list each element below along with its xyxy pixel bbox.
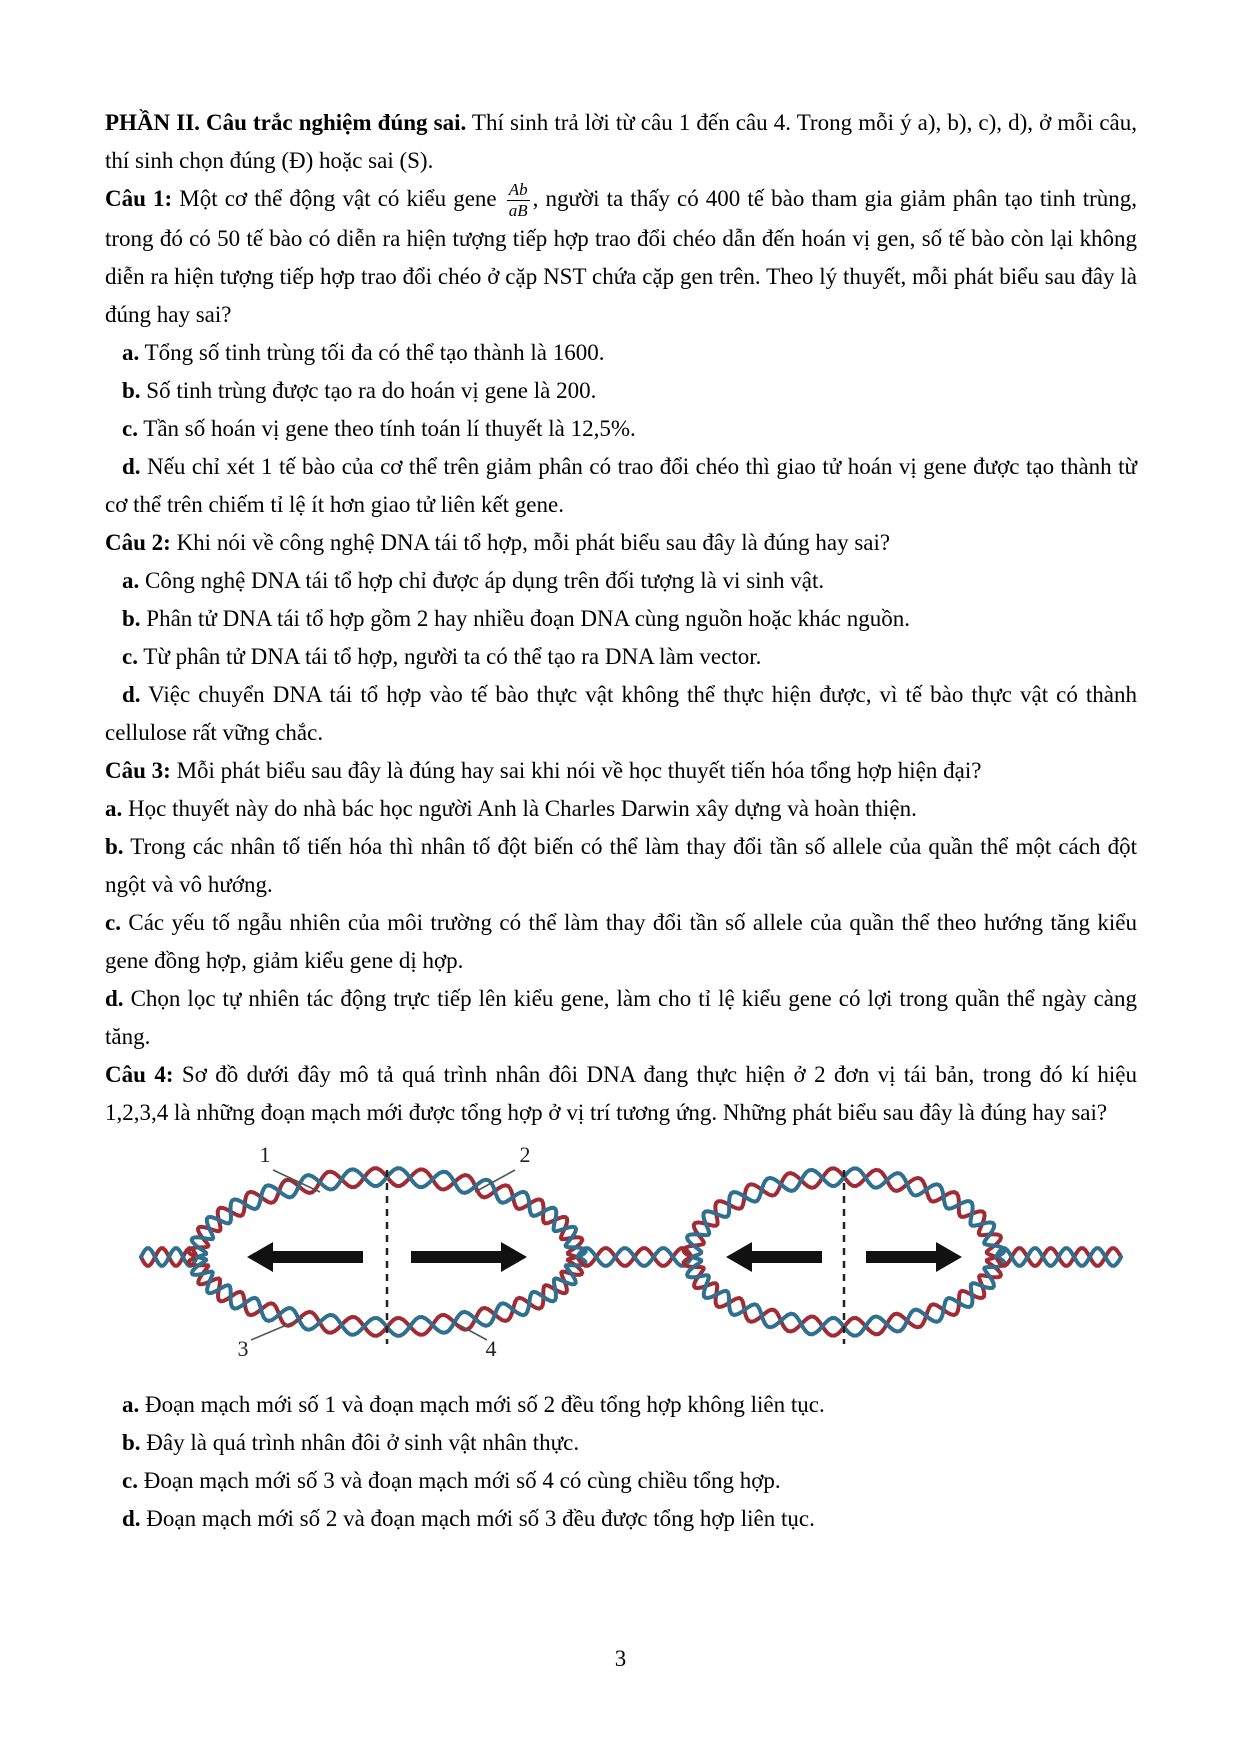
q2-statement-c <box>105 638 1137 676</box>
page-number: 3 <box>614 1646 627 1671</box>
bold-text: a. <box>122 340 140 366</box>
bold-text: b. <box>105 834 124 860</box>
replication-direction-arrow <box>866 1242 962 1272</box>
text: Số tinh trùng được tạo ra do hoán vị gene là 200. <box>140 378 597 404</box>
q4-statement-b <box>105 1424 1137 1462</box>
replication-direction-arrow <box>247 1242 363 1272</box>
bold-text: c. <box>122 416 138 442</box>
bold-text: Câu 2: <box>105 530 171 556</box>
q3-statement-d <box>105 980 1137 1056</box>
text: Đoạn mạch mới số 2 và đoạn mạch mới số 3 đều được tổng hợp liên tục. <box>140 1506 815 1532</box>
question-4 <box>105 1056 1137 1132</box>
q2-statement-a <box>105 562 1137 600</box>
text: Một cơ thể động vật có kiểu gene <box>172 186 504 211</box>
text: Thí sinh trả lời từ câu 1 đến câu 4. Trong mỗi ý a), b), c), d), ở mỗi câu, thí sinh chọn đúng (Đ) hoặc sai (S). <box>105 110 1137 173</box>
text: Trong các nhân tố tiến hóa thì nhân tố đột biến có thể làm thay đổi tần số allele của quần thể một cách đột ngột và vô hướng. <box>105 834 1137 898</box>
genotype-fraction: $\frac{Ab}{aB}$ <box>508 180 528 221</box>
q1-statement-c <box>105 410 1137 448</box>
q1-statement-d <box>105 448 1137 524</box>
figure-leader-line <box>251 1318 303 1340</box>
bold-text: b. <box>122 378 141 404</box>
q4-statement-c <box>105 1462 1137 1500</box>
figure-label-1: 1 <box>259 1142 271 1168</box>
text: Đoạn mạch mới số 1 và đoạn mạch mới số 2 đều tổng hợp không liên tục. <box>139 1392 825 1418</box>
bold-text: d. <box>105 986 124 1012</box>
bold-text: c. <box>105 910 121 936</box>
dna-replication-svg <box>135 1142 1127 1372</box>
q3-statement-a <box>105 790 1137 828</box>
q4-statement-a <box>105 1386 1137 1424</box>
question-text-block <box>105 104 1137 1132</box>
bold-text: d. <box>122 454 141 480</box>
bold-text: Câu 3: <box>105 758 171 784</box>
text: Việc chuyển DNA tái tổ hợp vào tế bào thực vật không thể thực hiện được, vì tế bào thực vật có thành cellulose rất vững chắc. <box>105 682 1137 746</box>
q1-statement-a <box>105 334 1137 372</box>
replication-direction-arrow <box>411 1242 527 1272</box>
bold-text: c. <box>122 1468 138 1494</box>
bold-text: b. <box>122 1430 141 1456</box>
q2-statement-b <box>105 600 1137 638</box>
dna-strand <box>577 1248 692 1266</box>
dna-replication-figure <box>135 1142 1127 1372</box>
text: Tần số hoán vị gene theo tính toán lí thuyết là 12,5%. <box>137 416 636 442</box>
text: Mỗi phát biểu sau đây là đúng hay sai khi nói về học thuyết tiến hóa tổng hợp hiện đại? <box>170 758 982 784</box>
part-ii-header <box>105 104 1137 180</box>
text: Công nghệ DNA tái tổ hợp chỉ được áp dụng trên đối tượng là vi sinh vật. <box>139 568 825 594</box>
q3-statement-b <box>105 828 1137 904</box>
bold-text: c. <box>122 644 138 670</box>
q2-statement-d <box>105 676 1137 752</box>
bold-text: a. <box>122 1392 140 1418</box>
question-2 <box>105 524 1137 562</box>
text: Tổng số tinh trùng tối đa có thể tạo thành là 1600. <box>139 340 605 366</box>
bold-text: PHẦN II. Câu trắc nghiệm đúng sai. <box>105 110 467 135</box>
answer-statement-block <box>105 1386 1137 1538</box>
text: Phân tử DNA tái tổ hợp gồm 2 hay nhiều đoạn DNA cùng nguồn hoặc khác nguồn. <box>140 606 911 632</box>
replication-direction-arrow <box>726 1242 822 1272</box>
question-1 <box>105 180 1137 334</box>
text: Các yếu tố ngẫu nhiên của môi trường có thể làm thay đổi tần số allele của quần thể theo hướng tăng kiểu gene đồng hợp, giảm kiểu gene dị hợp. <box>105 910 1137 974</box>
q3-statement-c <box>105 904 1137 980</box>
question-3 <box>105 752 1137 790</box>
figure-label-2: 2 <box>519 1142 531 1168</box>
bold-text: a. <box>105 796 123 822</box>
text: Đoạn mạch mới số 3 và đoạn mạch mới số 4 có cùng chiều tổng hợp. <box>137 1468 781 1494</box>
figure-label-4: 4 <box>485 1336 497 1362</box>
text: Học thuyết này do nhà bác học người Anh là Charles Darwin xây dựng và hoàn thiện. <box>122 796 917 822</box>
q1-statement-b <box>105 372 1137 410</box>
bold-text: a. <box>122 568 140 594</box>
text: Khi nói về công nghệ DNA tái tổ hợp, mỗi phát biểu sau đây là đúng hay sai? <box>170 530 891 556</box>
text: Nếu chỉ xét 1 tế bào của cơ thể trên giảm phân có trao đổi chéo thì giao tử hoán vị gene được tạo thành từ cơ thể trên chiếm tỉ lệ ít hơn giao tử liên kết gene. <box>105 454 1137 518</box>
document-body <box>105 104 1137 1538</box>
bold-text: d. <box>122 1506 141 1532</box>
bold-text: b. <box>122 606 141 632</box>
figure-label-3: 3 <box>237 1336 249 1362</box>
text: , người ta thấy có 400 tế bào tham gia giảm phân tạo tinh trùng, trong đó có 50 tế bào có diễn ra hiện tượng tiếp hợp trao đổi chéo dẫn đến hoán vị gen, số tế bào còn lại không diễn ra hiện tượng tiếp hợp trao đổi chéo ở cặp NST chứa cặp gen trên. Theo lý thuyết, mỗi phát biểu sau đây là đúng hay sai? <box>105 186 1138 328</box>
text: Chọn lọc tự nhiên tác động trực tiếp lên kiểu gene, làm cho tỉ lệ kiểu gene có lợi trong quần thể ngày càng tăng. <box>105 986 1137 1050</box>
bold-text: Câu 1: <box>105 186 173 211</box>
q4-statement-d <box>105 1500 1137 1538</box>
text: Đây là quá trình nhân đôi ở sinh vật nhân thực. <box>140 1430 580 1456</box>
bold-text: Câu 4: <box>105 1062 174 1088</box>
text: Từ phân tử DNA tái tổ hợp, người ta có thể tạo ra DNA làm vector. <box>137 644 762 670</box>
bold-text: d. <box>122 682 141 708</box>
text: Sơ đồ dưới đây mô tả quá trình nhân đôi DNA đang thực hiện ở 2 đơn vị tái bản, trong đó kí hiệu 1,2,3,4 là những đoạn mạch mới được tổng hợp ở vị trí tương ứng. Những phát biểu sau đây là đúng hay sai? <box>105 1062 1137 1126</box>
